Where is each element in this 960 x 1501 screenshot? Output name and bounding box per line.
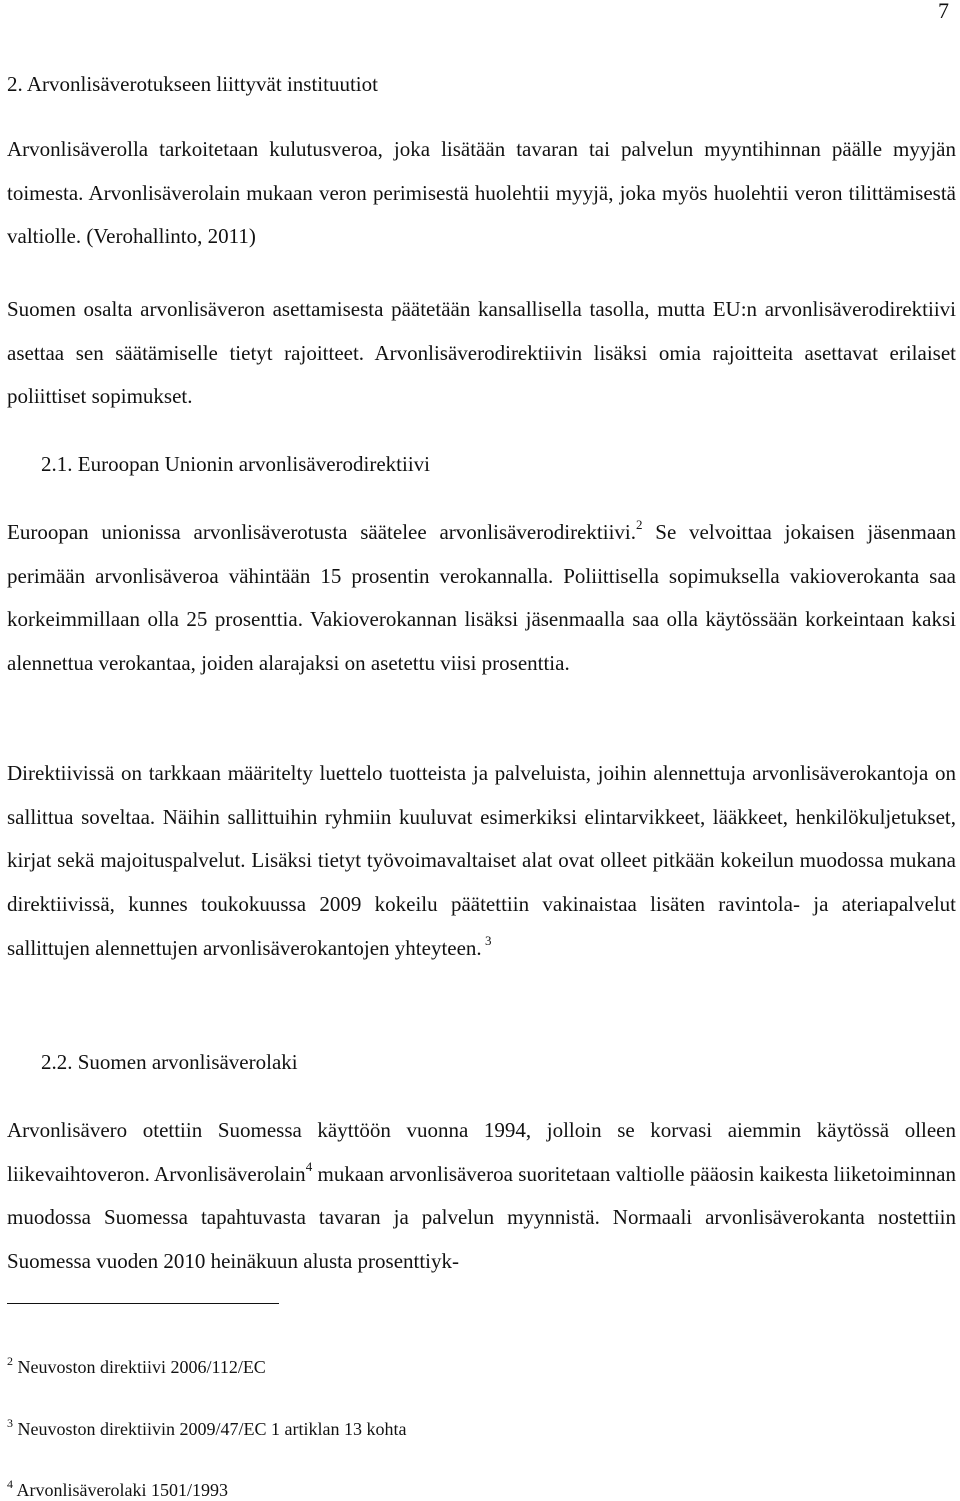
footnote-3 — [7, 1418, 406, 1440]
paragraph-text: Arvonlisävero otettiin Suomessa käyttöön vuonna 1994, jolloin se korvasi aiemmin käytössä olleen liikevaihtoveron. Arvonlisäverolain — [7, 1118, 956, 1186]
footnote-2 — [7, 1356, 266, 1378]
footnote-mark: 2 — [7, 1354, 13, 1368]
footnote-ref-4: 4 — [305, 1158, 313, 1174]
page-number: 7 — [938, 0, 949, 23]
section-2-2-paragraph-1 — [7, 1109, 956, 1284]
paragraph-text: Se velvoittaa jokaisen jäsenmaan perimään arvonlisäveroa vähintään 15 prosentin verokannalla. Poliittisella sopimuksella vakioverokanta saa korkeimmillaan olla 25 prosenttia. Vakioverokannan lisäksi jäsenmaalla saa olla käytössään korkeintaan kaksi alennettua verokantaa, joiden alarajaksi on asetettu viisi prosenttia. — [7, 520, 956, 676]
footnote-mark: 4 — [7, 1477, 13, 1491]
section-2-paragraph-2: Suomen osalta arvonlisäveron asettamisesta päätetään kansallisella tasolla, mutta EU:n arvonlisäverodirektiivi asettaa sen säätämiselle tietyt rajoitteet. Arvonlisäverodirektiivin lisäksi omia rajoitteita asettavat erilaiset poliittiset sopimukset. — [7, 297, 956, 409]
paragraph-text: Euroopan unionissa arvonlisäverotusta säätelee arvonlisäverodirektiivi. — [7, 520, 636, 544]
paragraph-text: mukaan arvonlisäveroa suoritetaan valtiolle pääosin kaikesta liiketoiminnan muodossa Suomessa tapahtuvasta tavaran ja palvelun myynnistä. Normaali arvonlisäverokanta nostettiin Suomessa vuoden 2010 heinäkuun alusta prosenttiyk- — [7, 1161, 957, 1274]
footnote-ref-2: 2 — [636, 517, 643, 532]
section-2-heading: 2. Arvonlisäverotukseen liittyvät instituutiot — [7, 72, 378, 96]
section-2-1-paragraph-1 — [7, 511, 956, 686]
section-2-paragraph-1: Arvonlisäverolla tarkoitetaan kulutusveroa, joka lisätään tavaran tai palvelun myyntihinnan päälle myyjän toimesta. Arvonlisäverolain mukaan veron perimisestä huolehtii myyjä, joka myös huolehtii veron tilittämisestä valtiolle. (Verohallinto, 2011) — [7, 137, 956, 249]
footnote-text: Neuvoston direktiivi 2006/112/EC — [13, 1357, 266, 1377]
footnote-separator — [7, 1303, 279, 1304]
section-2-1-paragraph-2 — [7, 752, 956, 971]
paragraph-text: Direktiivissä on tarkkaan määritelty luettelo tuotteista ja palveluista, joihin alennettuja arvonlisäverokantoja on sallittua soveltaa. Näihin sallittuihin ryhmiin kuuluvat esimerkiksi elintarvikkeet, lääkkeet, henkilökuljetukset, kirjat sekä majoituspalvelut. Lisäksi tietyt työvoimavaltaiset alat ovat olleet pitkään kokeilun muodossa mukana direktiivissä, kunnes toukokuussa 2009 kokeilu päätettiin vakinaistaa lisäten ravintola- ja ateriapalvelut sallittujen alennettujen arvonlisäverokantojen yhteyteen. — [7, 761, 956, 960]
section-2-2-heading: 2.2. Suomen arvonlisäverolaki — [41, 1050, 298, 1074]
footnote-mark: 3 — [7, 1416, 13, 1430]
footnote-text: Arvonlisäverolaki 1501/1993 — [13, 1480, 228, 1500]
footnote-ref-3: 3 — [481, 932, 492, 948]
section-2-1-heading: 2.1. Euroopan Unionin arvonlisäverodirektiivi — [41, 452, 431, 476]
footnote-text: Neuvoston direktiivin 2009/47/EC 1 artiklan 13 kohta — [13, 1419, 407, 1439]
footnote-4 — [7, 1479, 228, 1501]
